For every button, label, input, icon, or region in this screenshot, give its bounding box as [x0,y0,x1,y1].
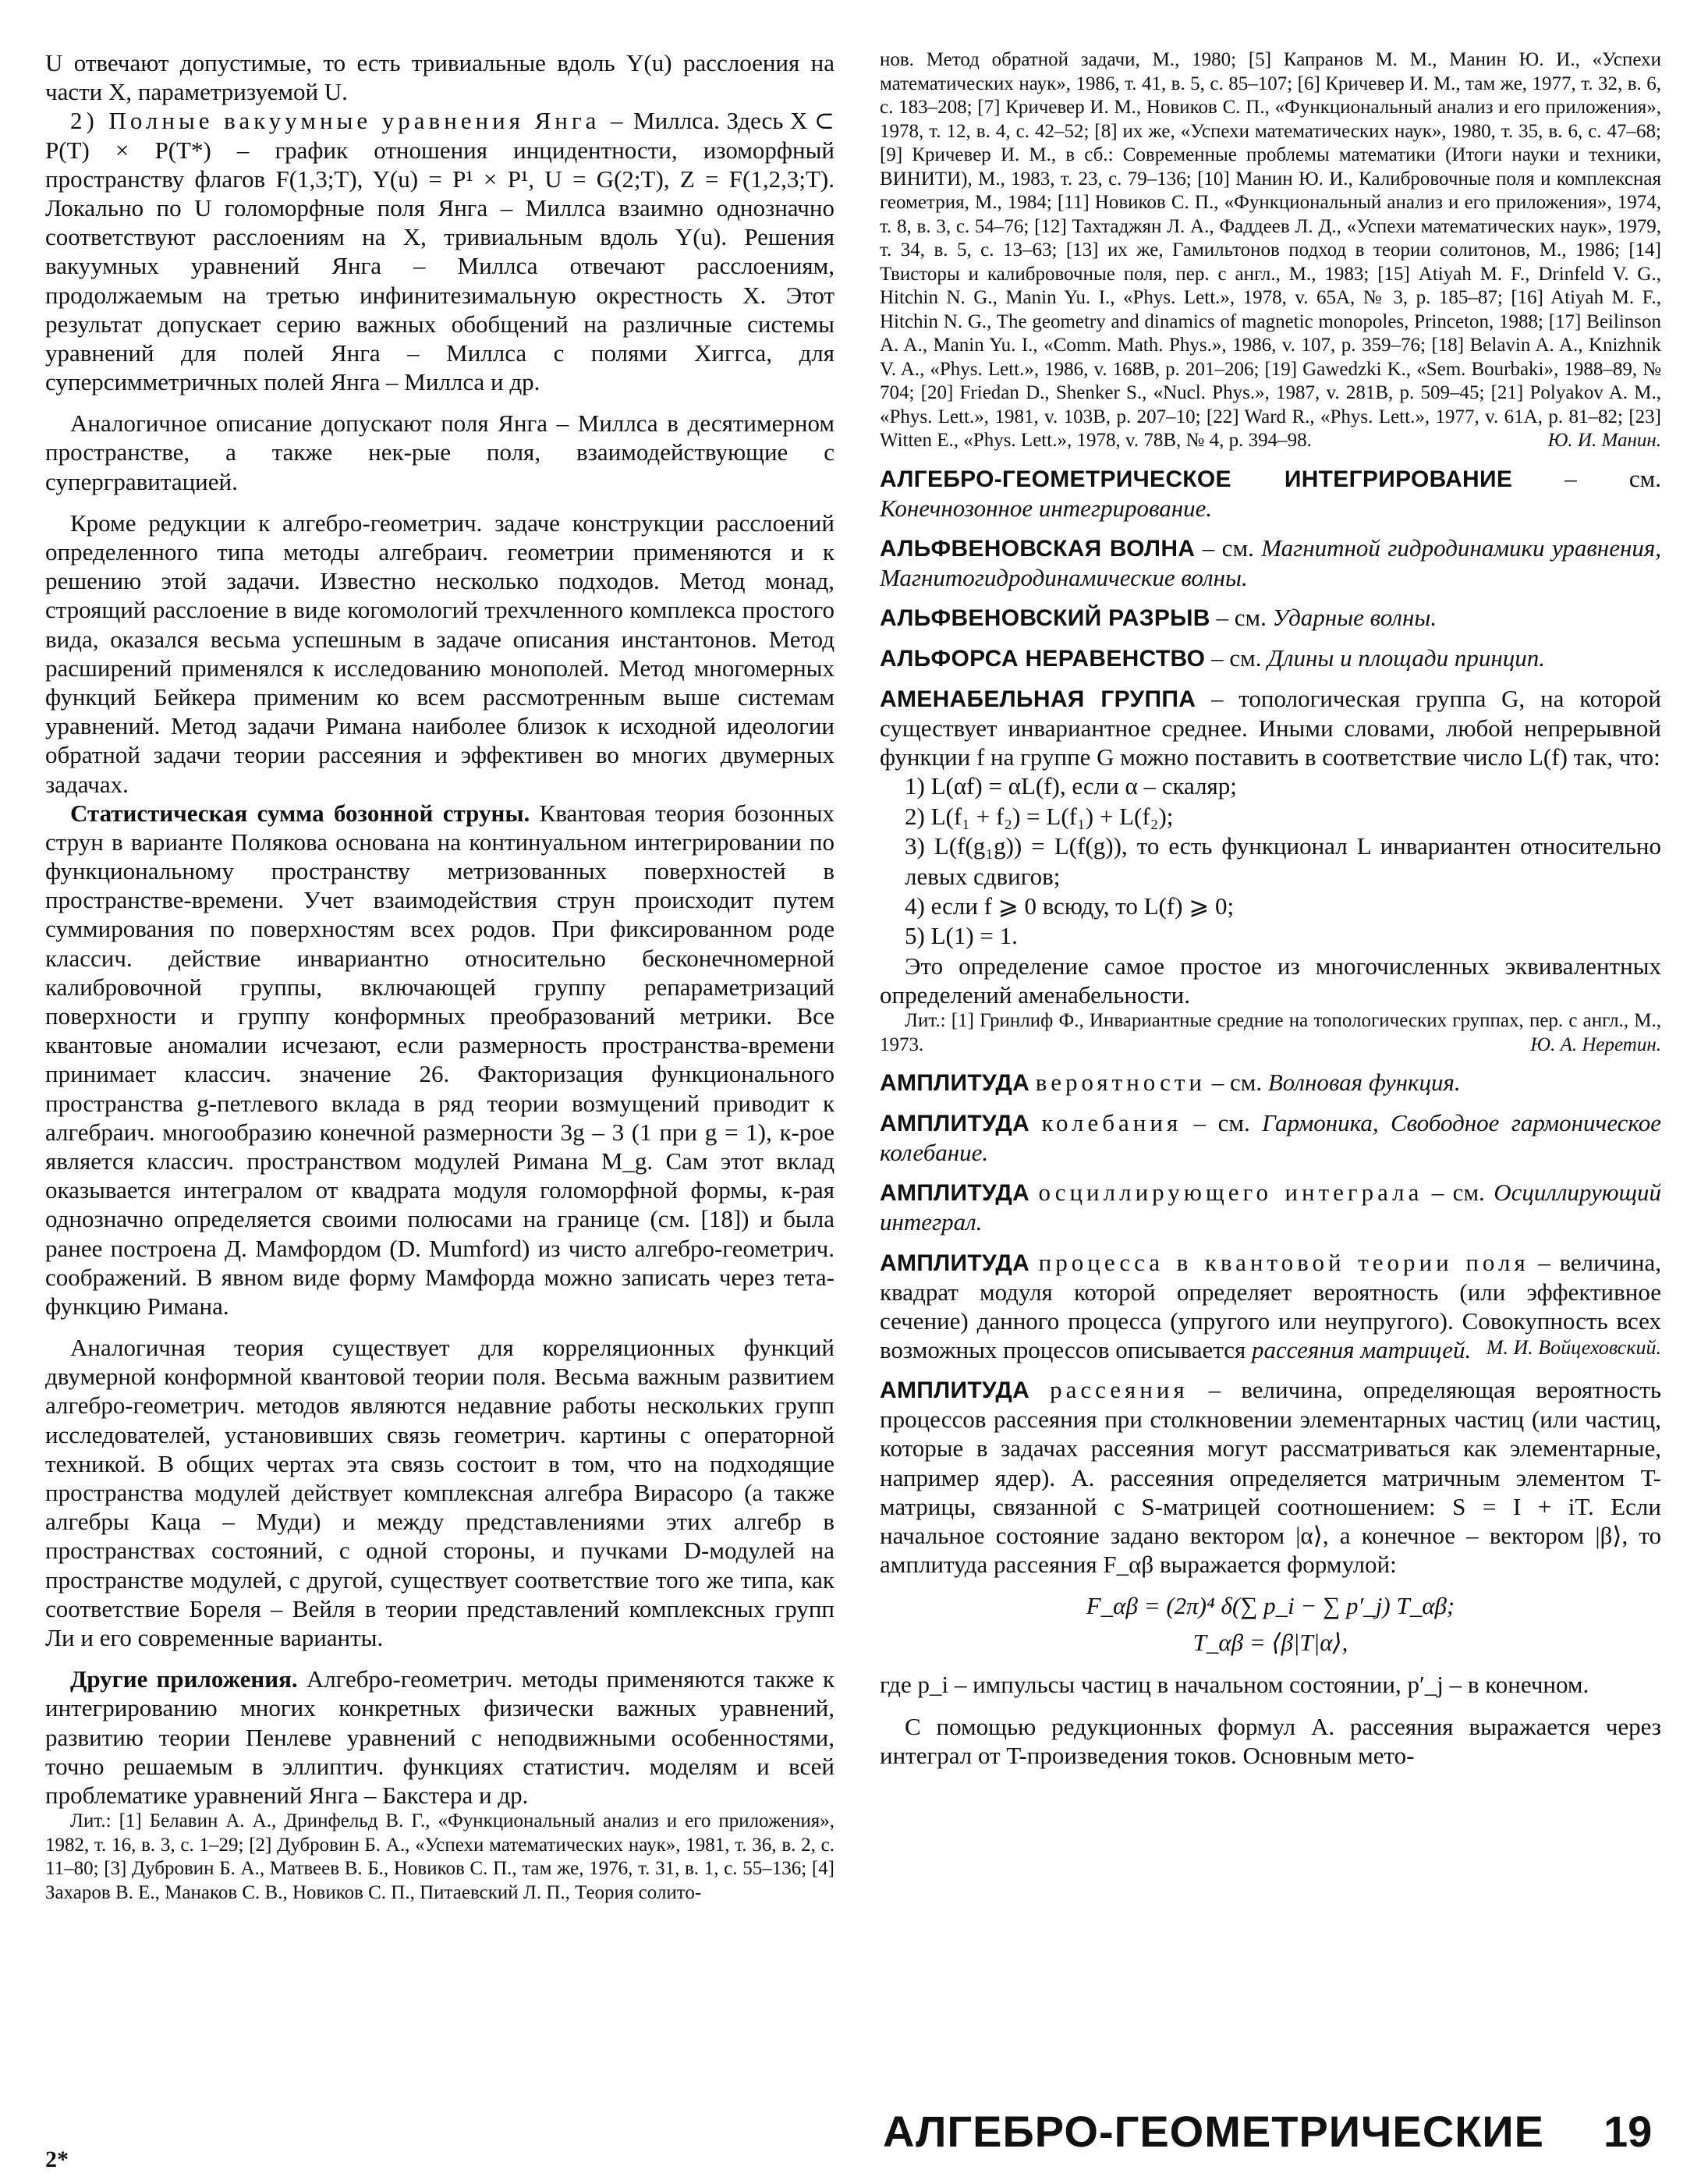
list-item: 2) L(f₁ + f₂) = L(f₁) + L(f₂); [905,802,1174,830]
formula-block [880,1588,1661,1661]
paragraph: Аналогичная теория существует для корреляционных функций двумерной конформной квантовой теории поля. Весьма важным развитием алгебро-геометрич. методов являются недавние работы нескольких групп исследователей, установивших связь геометрич. картины с операторной техникой. В общих чертах эта связь состоит в том, что на подходящие пространства модулей действует комплексная алгебра Вирасоро (а также алгебры Каца – Муди) и между представлениями этих алгебр в пространствах состояний, с одной стороны, и пучками D-модулей на пространстве модулей, с другой, существует соответствие того же типа, как соответствие Бореля – Вейля в теории представлений комплексных групп Ли и его современные варианты. [45,1334,835,1651]
paragraph: U отвечают допустимые, то есть тривиальные вдоль Y(u) расслоения на части X, параметризуемой U. [45,49,835,106]
entry-heading: АМПЛИТУДА [880,1377,1030,1404]
author-signature: Ю. А. Неретин. [1530,1034,1661,1055]
entry-heading: АЛЬФОРСА НЕРАВЕНСТВО [880,645,1206,672]
entry-word: вероятности [1035,1069,1206,1097]
running-title: АЛГЕБРО-ГЕОМЕТРИЧЕСКИЕ [883,2107,1544,2156]
see-label: – см. [1564,464,1662,492]
see-label: – см. [1211,644,1262,672]
entry-algebro-geometric-integration [880,464,1661,523]
entry-heading: АМПЛИТУДА [880,1070,1030,1097]
cross-reference: Волновая функция. [1267,1069,1461,1097]
paragraph: Аналогичное описание допускают поля Янга – Миллса в десятимерном пространстве, а также нек-рые поля, взаимодействующие с супергравитацией. [45,410,835,495]
entry-text: – величина, определяющая вероятность процессов рассеяния при столкновении элементарных частиц (или частиц, которые в задачах рассеяния могут рассматриваться как элементарные, например ядер). А. рассеяния определяется матричным элементом T-матрицы, связанной с S-матрицей соотношением: S = I + iT. Если начальное состояние задано вектором |α⟩, а конечное – вектором |β⟩, то амплитуда рассеяния F_αβ выражается формулой: [880,1376,1661,1579]
see-label: – см. [1431,1179,1485,1207]
entry-word: рассеяния [1050,1376,1189,1404]
entry-heading: АМПЛИТУДА [880,1250,1030,1276]
paragraph [45,106,835,396]
formula-line: T_αβ = ⟨β|T|α⟩, [1192,1628,1348,1656]
cross-reference: Ударные волны. [1272,603,1437,631]
cross-reference: Магнитной гидродинамики уравнения, Магнитогидродинамические волны. [880,534,1661,591]
literature-text: нов. Метод обратной задачи, М., 1980; [5] Капранов М. М., Манин Ю. И., «Успехи математических наук», 1986, т. 41, в. 5, с. 85–107; [6] Кричевер И. М., там же, 1977, т. 32, в. 6, с. 183–208; [7] Кричевер И. М., Новиков С. П., «Функциональный анализ и его приложения», 1978, т. 12, в. 4, с. 42–52; [8] их же, «Успехи математических наук», 1980, т. 35, в. 6, с. 47–68; [9] Кричевер И. М., в сб.: Современные проблемы математики (Итоги науки и техники, ВИНИТИ), М., 1983, т. 23, с. 79–136; [10] Манин Ю. И., Калибровочные поля и комплексная геометрия, М., 1984; [11] Новиков С. П., «Функциональный анализ и его приложения», 1974, т. 8, в. 3, с. 54–76; [12] Тахтаджян Л. А., Фаддеев Л. Д., «Успехи математических наук», 1979, т. 34, в. 5, с. 13–63; [13] их же, Гамильтонов подход в теории солитонов, М., 1986; [14] Твисторы и калибровочные поля, пер. с англ., М., 1983; [15] Atiyah M. F., Drinfeld V. G., Hitchin N. G., Manin Yu. I., «Phys. Lett.», 1978, v. 65A, № 3, p. 185–87; [16] Atiyah M. F., Hitchin N. G., The geometry and dinamics of magnetic monopoles, Princeton, 1988; [17] Beilinson A. A., Manin Yu. I., «Comm. Math. Phys.», 1986, v. 107, p. 359–76; [18] Belavin A. A., Knizhnik V. A., «Phys. Lett.», 1986, v. 168B, p. 201–206; [19] Gawedzki K., «Sem. Bourbaki», 1988–89, № 704; [20] Friedan D., Shenker S., «Nucl. Phys.», 1987, v. 281B, p. 509–45; [21] Polyakov A. M., «Phys. Lett.», 1981, v. 103B, p. 207–10; [22] Ward R., «Phys. Lett.», 1977, v. 61A, p. 81–82; [23] Witten E., «Phys. Lett.», 1978, v. 78B, № 4, p. 394–98. [880,49,1661,451]
entry-oscillating-integral-amplitude [880,1178,1661,1236]
list-item: 1) L(αf) = αL(f), если α – скаляр; [905,772,1237,800]
entry-word: колебания [1041,1109,1182,1137]
see-label: – см. [1211,1069,1263,1097]
formula-line: F_αβ = (2π)⁴ δ(∑ p_i − ∑ p′_j) T_αβ; [1086,1592,1455,1620]
section-heading: Статистическая сумма бозонной струны. [70,799,530,827]
entry-heading: АМПЛИТУДА [880,1180,1030,1207]
literature-list [880,1009,1661,1057]
sheet-signature-mark: 2* [45,2147,69,2172]
paragraph: где p_i – импульсы частиц в начальном состоянии, p′_j – в конечном. [880,1671,1589,1699]
list-item: 5) L(1) = 1. [905,922,1018,950]
literature-list: Лит.: [1] Белавин А. А., Дринфельд В. Г., «Функциональный анализ и его приложения», 1982, т. 16, в. 3, с. 1–29; [2] Дубровин Б. А., «Успехи математических наук», 1981, т. 36, в. 2, с. 11–80; [3] Дубровин Б. А., Матвеев В. Б., Новиков С. П., там же, 1976, т. 31, в. 1, с. 55–136; [4] Захаров В. Е., Манаков С. В., Новиков С. П., Питаевский Л. П., Теория солито- [45,1810,835,1903]
entry-probability-amplitude [880,1068,1661,1097]
paragraph-text: Миллса. Здесь X ⊂ P(T) × P(T*) – график отношения инцидентности, изоморфный пространству флагов F(1,3;T), Y(u) = P¹ × P¹, U = G(2;T), Z = F(1,2,3;T). Локально по U голоморфные поля Янга – Миллса взаимно однозначно соответствуют расслоениям на X, тривиальным вдоль Y(u). Решения вакуумных уравнений Янга – Миллса отвечают расслоениям, продолжаемым на третью инфинитезимальную окрестность X. Этот результат допускает серию важных обобщений на различные системы уравнений для полей Янга – Миллса с полями Хиггса, для суперсимметричных полей Янга – Миллса и др. [45,107,835,396]
see-label: – см. [1216,603,1267,631]
entry-heading: АМЕНАБЕЛЬНАЯ ГРУППА [880,686,1196,712]
page-number: 19 [1603,2107,1653,2156]
condition-list [880,771,1661,952]
entry-alfven-wave [880,534,1661,592]
entry-word: процесса в квантовой теории поля [1038,1248,1529,1276]
cross-reference: рассеяния матрицей. [1252,1336,1472,1363]
paragraph [45,1665,835,1810]
entry-alfven-discontinuity [880,603,1661,633]
entry-heading: АЛЬФВЕНОВСКИЙ РАЗРЫВ [880,604,1210,631]
see-label: – см. [1193,1109,1250,1137]
paragraph-text: Квантовая теория бозонных струн в варианте Полякова основана на континуальном интегрировании по функциональному пространству метризованных поверхностей в пространстве-времени. Учет взаимодействия струн происходит путем суммирования по поверхностям всех родов. При фиксированном роде классич. действие инвариантно относительно бесконечномерной калибровочной группы, включающей группу репараметризаций поверхности и группу конформных преобразований метрики. Все квантовые аномалии исчезают, если размерность пространства-времени принимает классич. значение 26. Факторизация функционального пространства g-петлевого вклада в ряд теории возмущений приводит к алгебраич. многообразию конечной размерности 3g – 3 (1 при g = 1), к-рое является классич. пространством модулей Римана M_g. Сам этот вклад оказывается интегралом от квадрата модуля голоморфной формы, к-рая однозначно определяется своими полюсами на границе (см. [18]) и была ранее построена Д. Мамфордом (D. Mumford) из чисто алгебро-геометрич. соображений. В явном виде форму Мамфорда можно записать через тета-функцию Римана. [45,799,835,1320]
section-heading: Другие приложения. [70,1665,298,1693]
paragraph-text: Алгебро-геометрич. методы применяются также к интегрированию многих конкретных физически важных уравнений, развитию теории Пенлеве уравнений с неподвижными особенностями, точно решаемым в эллиптич. функциях статистич. моделям и всей проблематике уравнений Янга – Бакстера и др. [45,1665,835,1809]
cross-reference: Осциллирующий интеграл. [880,1179,1662,1236]
list-item: 3) L(f(g₁g)) = L(f(g)), то есть функционал L инвариантен относительно левых сдвигов; [905,832,1661,890]
paragraph: С помощью редукционных формул А. рассеяния выражается через интеграл от T-произведения токов. Основным мето- [880,1712,1661,1769]
entry-heading: АЛЬФВЕНОВСКАЯ ВОЛНА [880,535,1196,562]
entry-ahlfors-inequality [880,644,1661,673]
entry-process-amplitude [880,1248,1661,1365]
entry-scattering-amplitude [880,1375,1661,1579]
list-item: 4) если f ⩾ 0 всюду, то L(f) ⩾ 0; [905,892,1235,920]
cross-reference: Конечнозонное интегрирование. [880,494,1213,522]
entry-amenable-group [880,684,1661,771]
entry-word: осциллирующего интеграла [1038,1179,1423,1207]
entry-text: – топологическая группа G, на которой существует инвариантное среднее. Иными словами, любой непрерывной функции f на группе G можно поставить в соответствие число L(f) так, что: [880,684,1662,771]
literature-list [880,48,1661,453]
cross-reference: Гармоника, Свободное гармоническое колебание. [880,1109,1662,1167]
cross-reference: Длины и площади принцип. [1267,644,1545,672]
entry-heading: АЛГЕБРО-ГЕОМЕТРИЧЕСКОЕ ИНТЕГРИРОВАНИЕ [880,466,1513,492]
entry-oscillation-amplitude [880,1108,1661,1167]
left-column [45,48,835,1905]
literature-text: Лит.: [1] Гринлиф Ф., Инвариантные средние на топологических группах, пер. с англ., М., 1973. [880,1010,1661,1055]
right-column [880,48,1661,1770]
entry-text: – величина, квадрат модуля которой определяет вероятность (или эффективное сечение) данного процесса (упругого или неупругого). Совокупность всех возможных процессов описывается [880,1248,1662,1363]
paragraph: Это определение самое простое из многочисленных эквивалентных определений аменабельности. [880,952,1661,1009]
author-signature: М. И. Войцеховский. [1486,1336,1661,1359]
entry-heading: АМПЛИТУДА [880,1111,1030,1137]
author-signature: Ю. И. Манин. [1547,430,1661,451]
paragraph [45,799,835,1321]
item-lead: 2) Полные вакуумные уравнения Янга – [70,107,627,135]
paragraph: Кроме редукции к алгебро-геометрич. задаче конструкции расслоений определенного типа методы алгебраич. геометрии применяются и к решению этой задачи. Известно несколько подходов. Метод монад, строящий расслоение в виде когомологий трехчленного комплекса простого вида, оказался весьма успешным в задаче описания инстантонов. Метод расширений применялся к исследованию монополей. Метод многомерных функций Бейкера применим ко всем рассмотренным выше системам уравнений. Метод задачи Римана наиболее близок к исходной идеологии обратной задачи теории рассеяния и эффективен во многих двумерных задачах. [45,509,835,798]
see-label: – см. [1202,534,1254,562]
